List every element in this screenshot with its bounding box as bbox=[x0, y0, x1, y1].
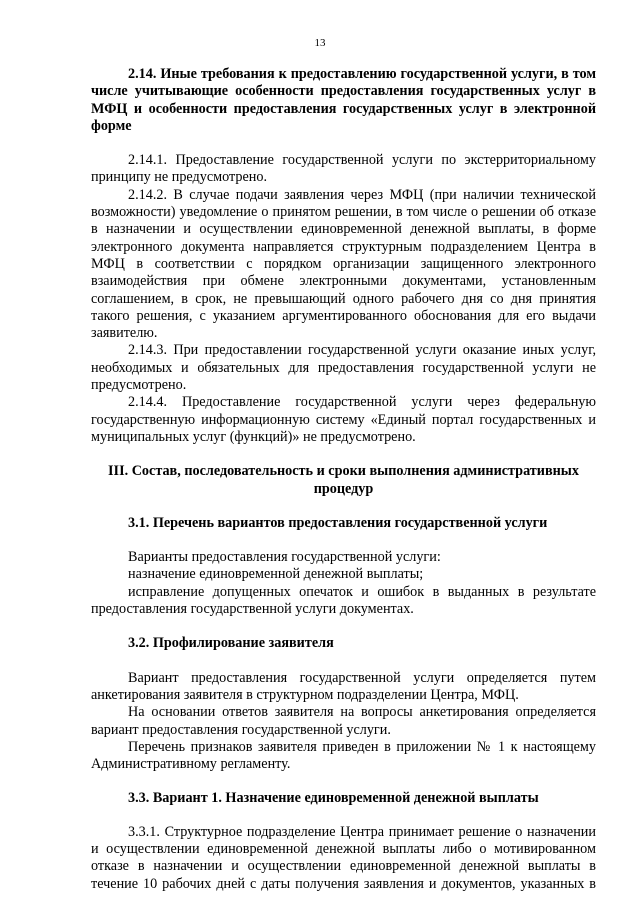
paragraph-3-3-1: 3.3.1. Структурное подразделение Центра принимает решение о назначении и осуществлении единовременной денежной выплаты либо о мотивированном отказе в назначении и осуществлении единовременной денежной выплаты в течение 10 рабочих дней с даты получения заявления и документов, указанных в bbox=[91, 823, 596, 892]
section-3-1-heading: 3.1. Перечень вариантов предоставления государственной услуги bbox=[128, 514, 548, 531]
list-line-correction: исправление допущенных опечаток и ошибок в выданных в результате предоставления государственной услуги документах. bbox=[91, 583, 596, 618]
section-3-3-heading: 3.3. Вариант 1. Назначение единовременной денежной выплаты bbox=[128, 790, 539, 807]
page-content bbox=[91, 66, 596, 893]
section-2-14-heading: 2.14. Иные требования к предоставлению государственной услуги, в том числе учитывающие особенности предоставления государственных услуг в МФЦ и особенности предоставления государственных услуг в электронной форме bbox=[91, 66, 596, 134]
paragraph-2-14-1: 2.14.1. Предоставление государственной услуги по экстерриториальному принципу не предусмотрено. bbox=[91, 152, 596, 186]
paragraph-3-2-3: Перечень признаков заявителя приведен в приложении № 1 к настоящему Административному регламенту. bbox=[91, 738, 596, 773]
section-3-title-line1: III. Состав, последовательность и сроки выполнения административных bbox=[108, 463, 579, 480]
section-3-title-line2: процедур bbox=[313, 480, 374, 497]
paragraph-2-14-4: 2.14.4. Предоставление государственной услуги через федеральную государственную информационную систему «Единый портал государственных и муниципальных услуг (функций)» не предусмотрено. bbox=[91, 394, 596, 445]
paragraph-3-2-1: Вариант предоставления государственной услуги определяется путем анкетирования заявителя в структурном подразделении Центра, МФЦ. bbox=[91, 669, 596, 703]
list-line-assignment: назначение единовременной денежной выплаты; bbox=[128, 566, 424, 583]
section-3-2-heading: 3.2. Профилирование заявителя bbox=[128, 635, 334, 652]
page-number: 13 bbox=[314, 37, 326, 49]
list-line-variants: Варианты предоставления государственной услуги: bbox=[128, 549, 441, 566]
paragraph-3-2-2: На основании ответов заявителя на вопросы анкетирования определяется вариант предоставления государственной услуги. bbox=[91, 704, 596, 738]
paragraph-2-14-2: 2.14.2. В случае подачи заявления через МФЦ (при наличии технической возможности) уведомление о принятом решении, в том числе о решении об отказе в назначении и осуществлении единовременной денежной выплаты, в форме электронного документа направляется структурным подразделением Центра в МФЦ в соответствии с порядком организации защищенного электронного взаимодействия при обмене электронными документами, установленным соглашением, в срок, не превышающий одного рабочего дня со дня принятия такого решения, с указанием аргументированного обоснования для его выдачи заявителю. bbox=[91, 186, 596, 342]
paragraph-2-14-3: 2.14.3. При предоставлении государственной услуги оказание иных услуг, необходимых и обязательных для предоставления государственной услуги не предусмотрено. bbox=[91, 342, 596, 394]
